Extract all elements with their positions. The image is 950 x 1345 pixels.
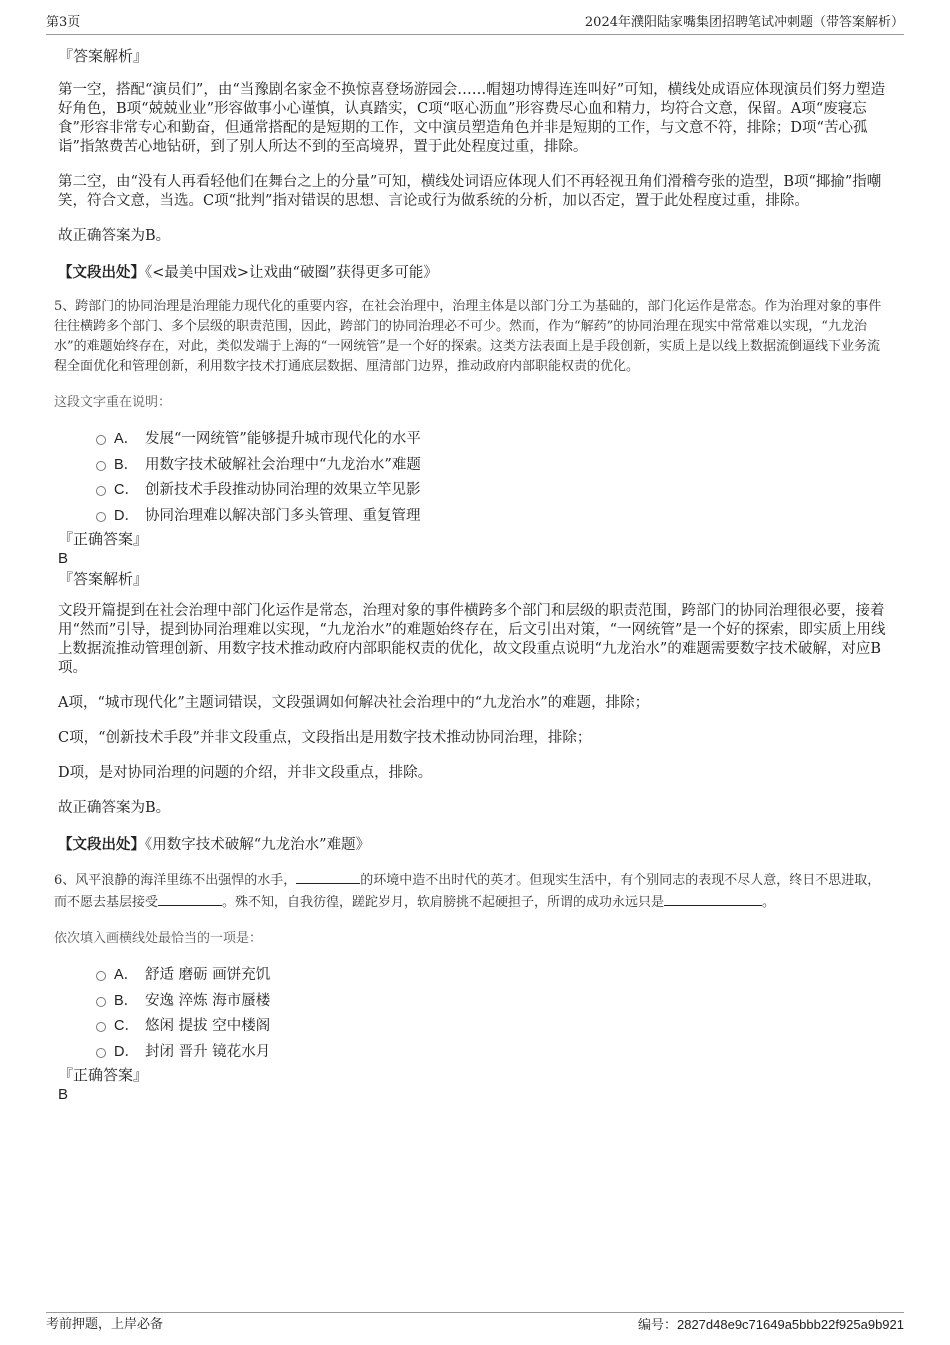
q4-analysis-label: 『答案解析』 [58, 47, 149, 65]
q5-analysis-paragraph-1: 文段开篇提到在社会治理中部门化运作是常态，治理对象的事件横跨多个部门和层级的职责范围，跨部门的协同治理很必要，接着用“然而”引导，提到协同治理难以实现，“九龙治水”的难题始终存在，后文引出对策，“一网统管”是一个好的探索，即实质上用线上数据流推动管理创新、用数字技术推动政府内部职能权责的优化，故文段重点说明“九龙治水”的难题需要数字技术破解，对应B项。 [58, 603, 886, 676]
q6-blank-2[interactable] [158, 891, 222, 906]
q6-blank-3[interactable] [664, 891, 762, 906]
radio-icon[interactable] [96, 512, 106, 522]
q6-option-b[interactable]: B． 安逸 淬炼 海市蜃楼 [58, 991, 888, 1017]
q5-option-a[interactable]: A． 发展“一网统管”能够提升城市现代化的水平 [58, 429, 888, 455]
q6-option-d[interactable]: D． 封闭 晋升 镜花水月 [58, 1042, 888, 1068]
q6-options [58, 965, 888, 1067]
q5-options [58, 429, 888, 531]
q5-conclusion: 故正确答案为B。 [58, 800, 171, 816]
radio-icon[interactable] [96, 997, 106, 1007]
q6-question-prompt: 依次填入画横线处最恰当的一项是： [54, 931, 263, 946]
radio-icon[interactable] [96, 1022, 106, 1032]
q4-analysis-paragraph-1: 第一空，搭配“演员们”，由“当豫剧名家金不换惊喜登场游园会……帽翅功博得连连叫好”可知，横线处成语应体现演员们努力塑造好角色，B项“兢兢业业”形容做事小心谨慎，认真踏实，C项“呕心沥血”形容费尽心血和精力，均符合文意，保留。A项“废寝忘食”形容非常专心和勤奋，但通常搭配的是短期的工作，文中演员塑造角色并非是短期的工作，与文意不符，排除；D项“苦心孤诣”指煞费苦心地钻研，到了别人所达不到的至高境界，置于此处程度过重，排除。 [58, 82, 886, 155]
radio-icon[interactable] [96, 971, 106, 981]
q5-analysis-option-a: A项，“城市现代化”主题词错误，文段强调如何解决社会治理中的“九龙治水”的难题，排除； [58, 695, 650, 711]
q5-option-b[interactable]: B． 用数字技术破解社会治理中“九龙治水”难题 [58, 455, 888, 481]
q5-analysis-label: 『答案解析』 [58, 570, 149, 588]
q6-answer-label: 『正确答案』 [58, 1066, 149, 1084]
q4-source-label: 【文段出处】 [58, 264, 145, 281]
radio-icon[interactable] [96, 1048, 106, 1058]
q5-source [58, 835, 888, 855]
page-content [54, 46, 888, 1105]
q6-question-text: 6、风平浪静的海洋里练不出强悍的水手， 的环境中造不出时代的英才。但现实生活中，有个别同志的表现不尽人意，终日不思进取，而不愿去基层接受 。殊不知，自我彷徨，蹉跎岁月，软肩膀挑不起硬担子，所谓的成功永远只是 。 [54, 869, 892, 913]
q6-option-a[interactable]: A． 舒适 磨砺 画饼充饥 [58, 965, 888, 991]
q6-answer: B [58, 1086, 69, 1103]
footer-motto: 考前押题，上岸必备 [46, 1317, 164, 1332]
q5-question-prompt: 这段文字重在说明： [54, 395, 172, 410]
radio-icon[interactable] [96, 486, 106, 496]
document-title: 2024年濮阳陆家嘴集团招聘笔试冲刺题（带答案解析） [584, 15, 904, 30]
q5-source-text: 《用数字技术破解“九龙治水”难题》 [145, 837, 371, 853]
q5-analysis-option-c: C项，“创新技术手段”并非文段重点，文段指出是用数字技术推动协同治理，排除； [58, 730, 592, 746]
q5-option-d[interactable]: D． 协同治理难以解决部门多头管理、重复管理 [58, 506, 888, 532]
radio-icon[interactable] [96, 461, 106, 471]
radio-icon[interactable] [96, 435, 106, 445]
q5-analysis-option-d: D项，是对协同治理的问题的介绍，并非文段重点，排除。 [58, 765, 433, 781]
q5-answer-label: 『正确答案』 [58, 530, 149, 548]
page-number: 第3页 [46, 15, 81, 30]
q5-answer: B [58, 550, 69, 567]
page-header [46, 14, 904, 35]
q5-source-label: 【文段出处】 [58, 836, 145, 853]
q6-blank-1[interactable] [296, 869, 360, 884]
q4-source-text: 《<最美中国戏>让戏曲“破圈”获得更多可能》 [145, 265, 438, 281]
q6-option-c[interactable]: C． 悠闲 提拔 空中楼阁 [58, 1016, 888, 1042]
q5-option-c[interactable]: C． 创新技术手段推动协同治理的效果立竿见影 [58, 480, 888, 506]
q4-source [58, 263, 888, 283]
q4-analysis-paragraph-2: 第二空，由“没有人再看轻他们在舞台之上的分量”可知，横线处词语应体现人们不再轻视丑角们滑稽夸张的造型，B项“揶揄”指嘲笑，符合文意，当选。C项“批判”指对错误的思想、言论或行为做系统的分析，加以否定，置于此处程度过重，排除。 [58, 174, 882, 209]
q5-question-text: 5、跨部门的协同治理是治理能力现代化的重要内容，在社会治理中，治理主体是以部门分工为基础的，部门化运作是常态。作为治理对象的事件往往横跨多个部门、多个层级的职责范围，因此，跨部门的协同治理必不可少。然而，作为“解药”的协同治理在现实中常常难以实现，“九龙治水”的难题始终存在，对此，类似发端于上海的“一网统管”是一个好的探索。这类方法表面上是手段创新，实质上是以线上数据流倒逼线下业务流程全面优化和管理创新，利用数字技术打通底层数据、厘清部门边界，推动政府内部职能权责的优化。 [54, 299, 882, 374]
page-footer [46, 1312, 904, 1335]
document-code: 编号：2827d48e9c71649a5bbb22f925a9b921 [637, 1317, 904, 1333]
q4-conclusion: 故正确答案为B。 [58, 228, 171, 244]
